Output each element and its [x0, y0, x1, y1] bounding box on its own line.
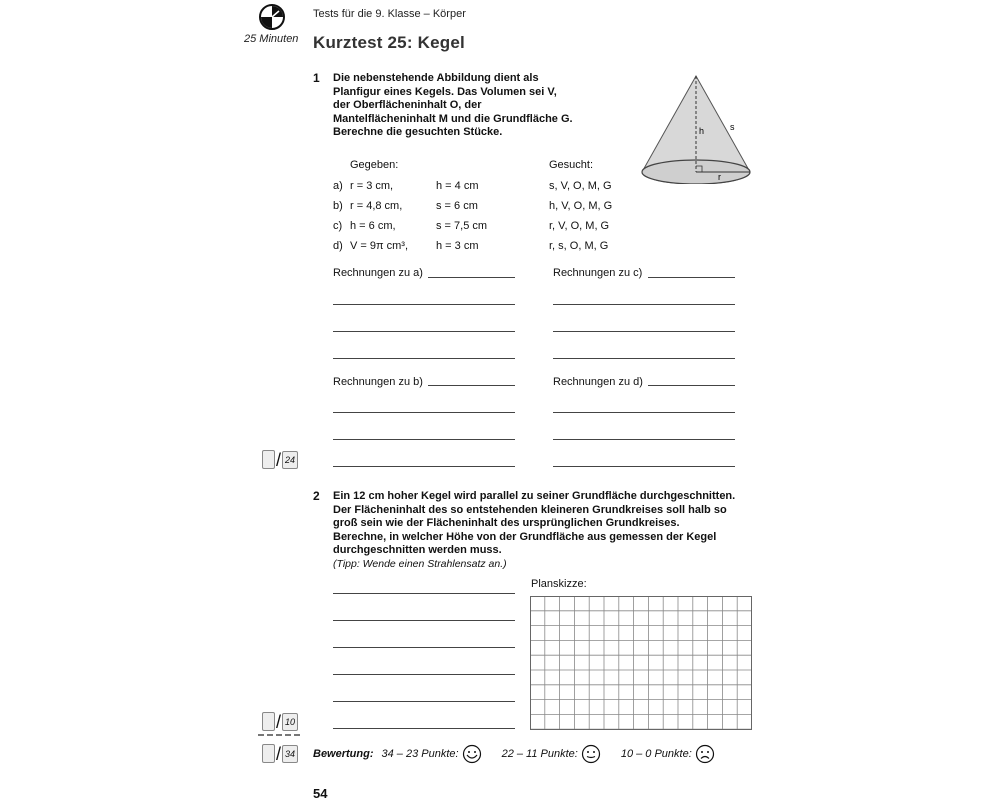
sought-value: r, V, O, M, G	[549, 220, 610, 232]
answer-line[interactable]	[333, 331, 515, 332]
task2-text	[333, 490, 783, 571]
rating-level	[502, 744, 601, 764]
answer-line[interactable]	[333, 620, 515, 621]
answer-line[interactable]	[553, 439, 735, 440]
rating-level-text: 34 – 23 Punkte:	[381, 748, 459, 760]
sketch-label: Planskizze:	[531, 578, 587, 590]
answer-line[interactable]	[428, 385, 515, 386]
hint-text: (Tipp: Wende einen Strahlensatz an.)	[333, 557, 507, 570]
text-line: Ein 12 cm hoher Kegel wird parallel zu seiner Grundfläche durchgeschnitten.	[333, 490, 736, 502]
given-value: r = 3 cm,	[350, 180, 394, 192]
sought-value: h, V, O, M, G	[549, 200, 613, 212]
row-label: b)	[333, 200, 343, 212]
task1-text	[333, 72, 593, 140]
max-points: 24	[282, 451, 298, 469]
max-points: 10	[282, 713, 298, 731]
given-value: s = 6 cm	[436, 200, 478, 212]
calc-label-a: Rechnungen zu a)	[333, 267, 423, 279]
score-separator	[258, 734, 300, 736]
clock-icon	[258, 3, 286, 31]
answer-line[interactable]	[333, 728, 515, 729]
score-box-task2: / 10	[262, 712, 298, 731]
answer-line[interactable]	[333, 466, 515, 467]
row-label: c)	[333, 220, 343, 232]
given-value: h = 6 cm,	[350, 220, 396, 232]
given-value: s = 7,5 cm	[436, 220, 488, 232]
text-line: groß sein wie der Flächeninhalt des ursprünglichen Grundkreises.	[333, 517, 680, 529]
sketch-grid[interactable]	[530, 596, 752, 730]
sought-header: Gesucht:	[549, 159, 594, 171]
row-label: a)	[333, 180, 343, 192]
sought-value: r, s, O, M, G	[549, 240, 609, 252]
running-title: Tests für die 9. Klasse – Körper	[313, 8, 466, 20]
page-number: 54	[313, 786, 328, 801]
neutral-smiley-icon	[581, 744, 601, 764]
rating-level-text: 10 – 0 Punkte:	[620, 748, 692, 760]
calc-label-b: Rechnungen zu b)	[333, 376, 423, 388]
given-header: Gegeben:	[350, 159, 399, 171]
cone-figure	[638, 72, 758, 184]
text-line: Der Flächeninhalt des so entstehenden kleineren Grundkreises soll halb so	[333, 503, 727, 516]
text-line: Mantelflächeninhalt M und die Grundfläche G.	[333, 112, 573, 125]
given-value: V = 9π cm³,	[350, 240, 409, 252]
text-line: durchgeschnitten werden muss.	[333, 544, 502, 556]
max-points: 34	[282, 745, 298, 763]
text-line: Berechne die gesuchten Stücke.	[333, 126, 503, 138]
rating-label-text: Bewertung	[313, 748, 370, 760]
cone-label-h: h	[699, 126, 705, 136]
time-label: 25 Minuten	[244, 33, 299, 45]
answer-line[interactable]	[553, 412, 735, 413]
happy-smiley-icon	[462, 744, 482, 764]
rating-label: Bewertung:	[313, 748, 374, 760]
answer-line[interactable]	[553, 304, 735, 305]
cone-label-s: s	[730, 122, 735, 132]
row-label: d)	[333, 240, 343, 252]
answer-line[interactable]	[648, 385, 735, 386]
text-line: Planfigur eines Kegels. Das Volumen sei V,	[333, 85, 557, 98]
answer-line[interactable]	[333, 674, 515, 675]
rating-level	[621, 744, 715, 764]
task-number: 1	[313, 71, 320, 85]
task-number: 2	[313, 489, 320, 503]
answer-line[interactable]	[553, 358, 735, 359]
answer-line[interactable]	[333, 412, 515, 413]
text-line: Berechne, in welcher Höhe von der Grundfläche aus gemessen der Kegel	[333, 530, 717, 543]
answer-line[interactable]	[333, 701, 515, 702]
page-title: Kurztest 25: Kegel	[313, 33, 465, 52]
answer-line[interactable]	[428, 277, 515, 278]
answer-line[interactable]	[333, 304, 515, 305]
rating-level-text: 22 – 11 Punkte:	[501, 748, 578, 760]
answer-line[interactable]	[553, 331, 735, 332]
calc-label-c: Rechnungen zu c)	[553, 267, 643, 279]
score-input[interactable]	[262, 712, 275, 731]
answer-line[interactable]	[333, 593, 515, 594]
given-value: h = 3 cm	[436, 240, 479, 252]
text-line: Die nebenstehende Abbildung dient als	[333, 72, 539, 84]
answer-line[interactable]	[333, 647, 515, 648]
cone-label-r: r	[718, 172, 721, 182]
score-box-total: / 34	[262, 744, 298, 763]
given-value: r = 4,8 cm,	[350, 200, 403, 212]
calc-label-d: Rechnungen zu d)	[553, 376, 643, 388]
text-line: der Oberflächeninhalt O, der	[333, 99, 482, 111]
rating-row	[313, 744, 735, 764]
given-value: h = 4 cm	[436, 180, 479, 192]
sought-value: s, V, O, M, G	[549, 180, 612, 192]
answer-line[interactable]	[333, 439, 515, 440]
answer-line[interactable]	[553, 466, 735, 467]
score-input[interactable]	[262, 744, 275, 763]
answer-line[interactable]	[648, 277, 735, 278]
sad-smiley-icon	[695, 744, 715, 764]
rating-level	[382, 744, 482, 764]
score-input[interactable]	[262, 450, 275, 469]
answer-line[interactable]	[333, 358, 515, 359]
score-box-task1: / 24	[262, 450, 298, 469]
